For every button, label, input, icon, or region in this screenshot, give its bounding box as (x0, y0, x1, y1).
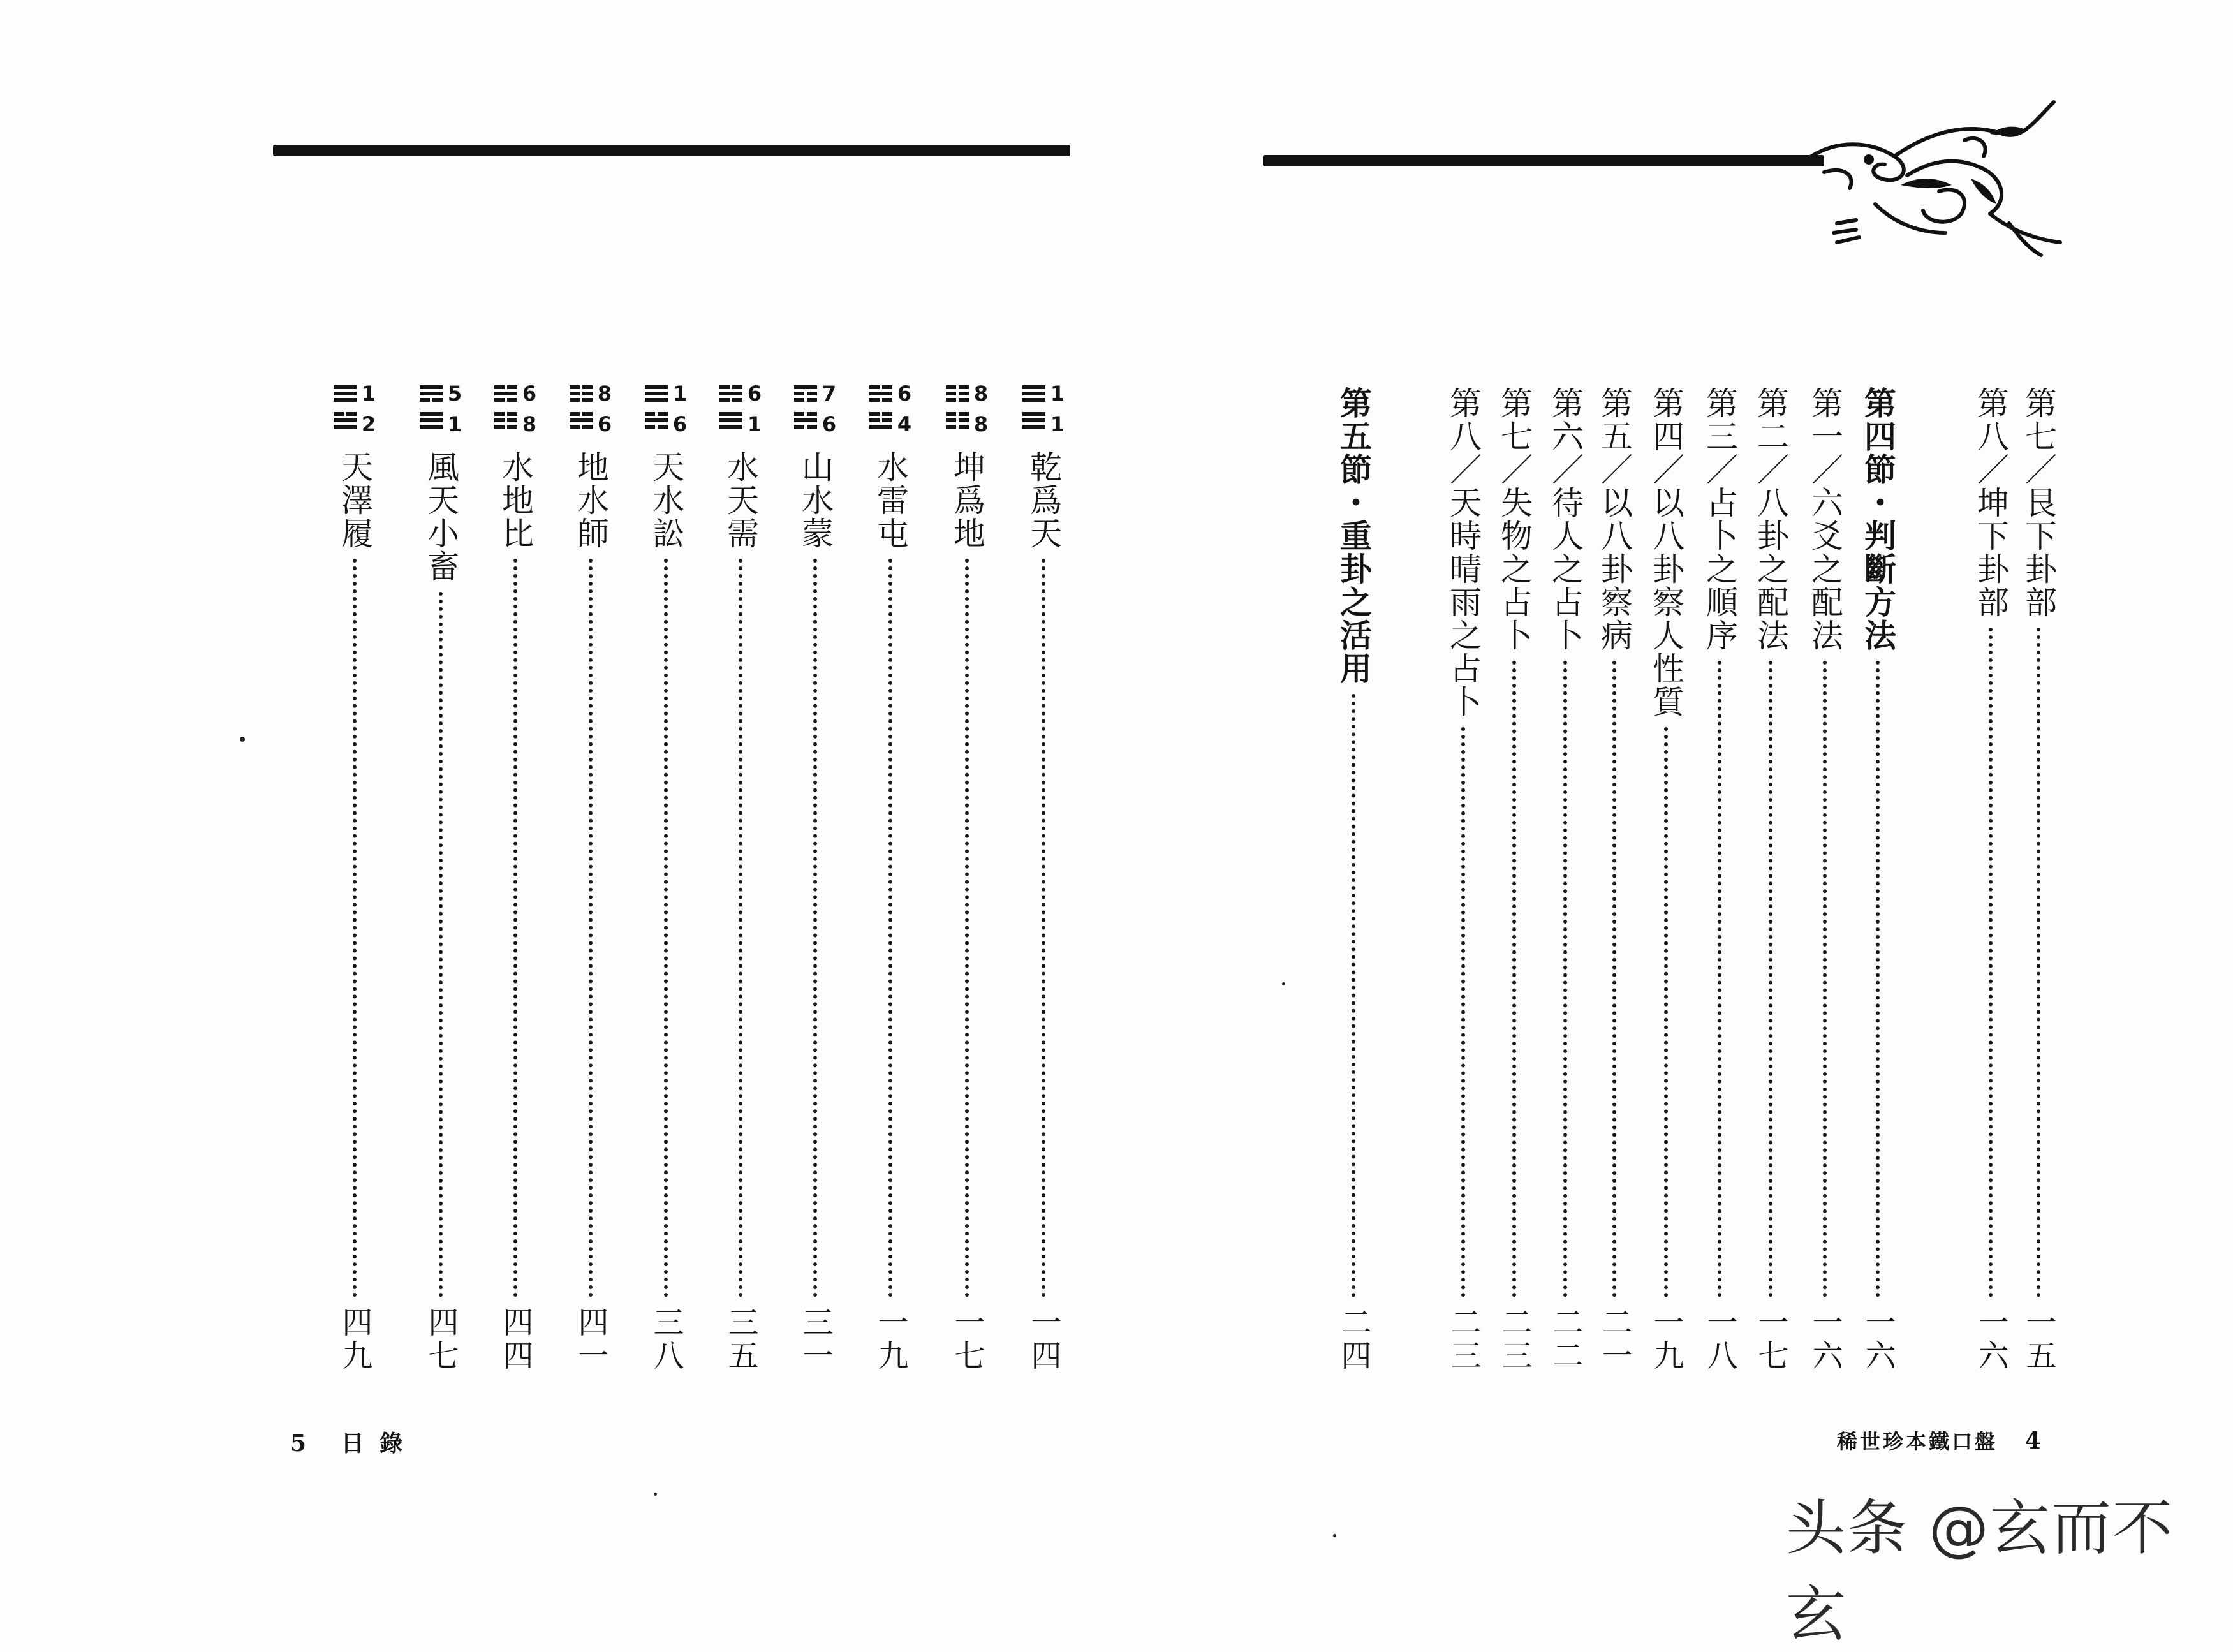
entry-page-number: 一七 (949, 1306, 985, 1373)
hexagram-numbers (897, 383, 911, 435)
hexagram-number: 8 (973, 412, 989, 436)
hexagram-number: 1 (361, 381, 376, 406)
entry-page-number: 四七 (423, 1306, 459, 1373)
entry-title: 風天小畜 (422, 450, 459, 583)
entry-title: 天澤履 (336, 450, 373, 550)
entry-page-number: 三一 (797, 1306, 833, 1373)
dot-leader (813, 559, 817, 1297)
entry-title: 第三／占卜之順序 (1701, 387, 1738, 652)
entry-title: 水雷屯 (872, 450, 909, 550)
entry-title: 第一／六爻之配法 (1806, 387, 1843, 652)
toc-entry[interactable] (568, 383, 614, 1378)
trigram-qian-icon (420, 412, 443, 429)
dot-leader (1352, 694, 1355, 1297)
entry-page-number: 一八 (1702, 1306, 1737, 1373)
toc-entry[interactable] (418, 383, 464, 1378)
hexagram-number: 6 (597, 412, 612, 436)
hexagram-number: 1 (672, 381, 688, 406)
dot-leader (1563, 661, 1567, 1297)
entry-title: 第七／艮下卦部 (2020, 387, 2057, 619)
dot-leader (1042, 559, 1045, 1297)
entry-title: 第五／以八卦察病 (1596, 387, 1633, 652)
watermark: 头条 @玄而不玄 (1786, 1494, 2174, 1649)
entry-page-number: 三八 (648, 1306, 684, 1373)
hexagram-numbers (822, 383, 836, 435)
hexagram-header (719, 383, 762, 446)
entry-page-number: 一九 (1648, 1306, 1684, 1373)
entry-title: 第二／八卦之配法 (1752, 387, 1789, 652)
trigram-kun-icon (946, 412, 969, 429)
entry-page-number: 二一 (1596, 1306, 1632, 1373)
entry-page-number: 二三 (1496, 1306, 1532, 1373)
dot-leader (1876, 661, 1880, 1297)
hexagram-icon (334, 383, 357, 429)
entry-page-number: 四九 (337, 1306, 372, 1373)
toc-entry[interactable] (1643, 383, 1689, 1378)
entry-title: 坤爲地 (948, 450, 985, 550)
dot-leader (1461, 727, 1465, 1297)
toc-entry[interactable] (718, 383, 763, 1378)
dot-leader (1989, 628, 1993, 1297)
entry-title: 水天需 (722, 450, 759, 550)
toc-entry[interactable] (643, 383, 689, 1378)
hexagram-header (869, 383, 911, 446)
hexagram-number: 8 (522, 412, 537, 436)
hexagram-number: 1 (747, 412, 762, 436)
dot-leader (1718, 661, 1721, 1297)
entry-page-number: 二二 (1547, 1306, 1583, 1373)
toc-entry[interactable] (1021, 383, 1066, 1378)
scan-speck (654, 1493, 657, 1496)
dot-leader (664, 559, 668, 1297)
trigram-qian-icon (645, 385, 668, 402)
entry-page-number: 三五 (723, 1306, 758, 1373)
toc-entry[interactable] (1542, 383, 1588, 1378)
hexagram-number: 1 (1050, 412, 1065, 436)
entry-page-number: 二三 (1445, 1306, 1481, 1373)
entry-page-number: 一六 (1860, 1306, 1896, 1373)
dot-leader (739, 559, 742, 1297)
toc-entry[interactable] (2016, 383, 2061, 1378)
hexagram-number: 6 (747, 381, 762, 406)
entry-title: 第七／失物之占卜 (1496, 387, 1533, 652)
left-footer (290, 1426, 406, 1458)
trigram-kun-icon (946, 385, 969, 402)
hexagram-icon (946, 383, 969, 429)
entry-page-number: 一九 (873, 1306, 908, 1373)
hexagram-icon (869, 383, 892, 429)
dot-leader (1769, 661, 1772, 1297)
trigram-dui-icon (334, 412, 357, 429)
toc-entry[interactable] (332, 383, 378, 1378)
left-page (0, 0, 1116, 1582)
trigram-qian-icon (1022, 412, 1045, 429)
entry-title: 第四節・判斷方法 (1859, 387, 1897, 652)
dot-leader (1612, 661, 1616, 1297)
trigram-kan-icon (794, 412, 817, 429)
left-page-number: 5 (290, 1430, 311, 1457)
dragon-emblem-icon (1799, 96, 2067, 262)
header-rule-left (273, 145, 1070, 156)
hexagram-header (645, 383, 687, 446)
hexagram-number: 5 (447, 381, 462, 406)
entry-page-number: 一五 (2021, 1306, 2056, 1373)
right-footer-title: 稀世珍本鐵口盤 (1837, 1429, 1998, 1454)
entry-title: 第六／待人之占卜 (1547, 387, 1584, 652)
entry-title: 第五節・重卦之活用 (1335, 387, 1373, 685)
hexagram-header (420, 383, 462, 446)
hexagram-icon (570, 383, 593, 429)
toc-entry[interactable] (944, 383, 990, 1378)
toc-entry[interactable] (1440, 383, 1486, 1378)
left-footer-label: 日 錄 (341, 1430, 407, 1457)
toc-entry[interactable] (867, 383, 913, 1378)
hexagram-header (334, 383, 376, 446)
hexagram-header (494, 383, 536, 446)
hexagram-icon (420, 383, 443, 429)
entry-page-number: 一七 (1753, 1306, 1788, 1373)
hexagram-numbers (748, 383, 762, 435)
toc-entry[interactable] (1491, 383, 1537, 1378)
entry-page-number: 一六 (1807, 1306, 1843, 1373)
entry-page-number: 二四 (1336, 1306, 1371, 1373)
trigram-qian-icon (719, 412, 742, 429)
trigram-qian-icon (334, 385, 357, 402)
toc-entry[interactable] (1697, 383, 1743, 1378)
scan-speck (1282, 982, 1285, 985)
hexagram-numbers (1050, 383, 1065, 435)
hexagram-number: 6 (672, 412, 688, 436)
hexagram-number: 6 (522, 381, 537, 406)
entry-title: 山水蒙 (797, 450, 834, 550)
trigram-xun-icon (420, 385, 443, 402)
hexagram-numbers (974, 383, 988, 435)
dot-leader (353, 559, 357, 1297)
toc-entry[interactable] (792, 383, 838, 1378)
trigram-kan-icon (869, 385, 892, 402)
hexagram-header (1022, 383, 1065, 446)
hexagram-icon (645, 383, 668, 429)
entry-title: 第八／坤下卦部 (1972, 387, 2009, 619)
hexagram-numbers (598, 383, 612, 435)
hexagram-number: 6 (822, 412, 837, 436)
entry-page-number: 一六 (1973, 1306, 2008, 1373)
header-rule-right (1263, 155, 1824, 166)
hexagram-number: 6 (897, 381, 912, 406)
entry-title: 地水師 (572, 450, 609, 550)
right-footer (1837, 1426, 2045, 1455)
scan-speck (1333, 1534, 1336, 1537)
entry-page-number: 四四 (497, 1306, 533, 1373)
hexagram-number: 4 (897, 412, 912, 436)
entry-title: 天水訟 (647, 450, 684, 550)
dot-leader (439, 592, 443, 1297)
trigram-qian-icon (1022, 385, 1045, 402)
trigram-kun-icon (570, 385, 593, 402)
hexagram-number: 7 (822, 381, 837, 406)
hexagram-icon (494, 383, 517, 429)
toc-entry[interactable] (1802, 383, 1848, 1378)
trigram-kan-icon (494, 385, 517, 402)
hexagram-number: 8 (973, 381, 989, 406)
dot-leader (1664, 727, 1668, 1297)
hexagram-icon (794, 383, 817, 429)
hexagram-icon (719, 383, 742, 429)
toc-entry[interactable] (1748, 383, 1794, 1378)
hexagram-header (946, 383, 988, 446)
scan-speck (240, 737, 245, 742)
dot-leader (1512, 661, 1516, 1297)
dot-leader (965, 559, 969, 1297)
trigram-kan-icon (719, 385, 742, 402)
dot-leader (1823, 661, 1827, 1297)
hexagram-number: 1 (447, 412, 462, 436)
hexagram-number: 8 (597, 381, 612, 406)
entry-page-number: 一四 (1026, 1306, 1061, 1373)
dot-leader (513, 559, 517, 1297)
hexagram-numbers (448, 383, 462, 435)
toc-entry[interactable] (492, 383, 538, 1378)
entry-title: 第八／天時晴雨之占卜 (1445, 387, 1482, 718)
hexagram-number: 2 (361, 412, 376, 436)
hexagram-icon (1022, 383, 1045, 429)
hexagram-numbers (673, 383, 687, 435)
dot-leader (2037, 628, 2040, 1297)
trigram-kan-icon (570, 412, 593, 429)
right-page-number: 4 (2024, 1427, 2045, 1454)
hexagram-numbers (362, 383, 376, 435)
trigram-kan-icon (645, 412, 668, 429)
trigram-zhen-icon (869, 412, 892, 429)
entry-title: 乾爲天 (1025, 450, 1062, 550)
hexagram-header (794, 383, 836, 446)
hexagram-header (570, 383, 612, 446)
toc-entry[interactable] (1591, 383, 1637, 1378)
dot-leader (589, 559, 593, 1297)
toc-section-entry[interactable] (1330, 383, 1376, 1378)
hexagram-numbers (522, 383, 536, 435)
hexagram-number: 1 (1050, 381, 1065, 406)
entry-page-number: 四一 (573, 1306, 608, 1373)
entry-title: 水地比 (497, 450, 534, 550)
dot-leader (888, 559, 892, 1297)
toc-entry[interactable] (1968, 383, 2014, 1378)
toc-section-entry[interactable] (1855, 383, 1901, 1378)
trigram-gen-icon (794, 385, 817, 402)
entry-title: 第四／以八卦察人性質 (1647, 387, 1684, 718)
trigram-kun-icon (494, 412, 517, 429)
